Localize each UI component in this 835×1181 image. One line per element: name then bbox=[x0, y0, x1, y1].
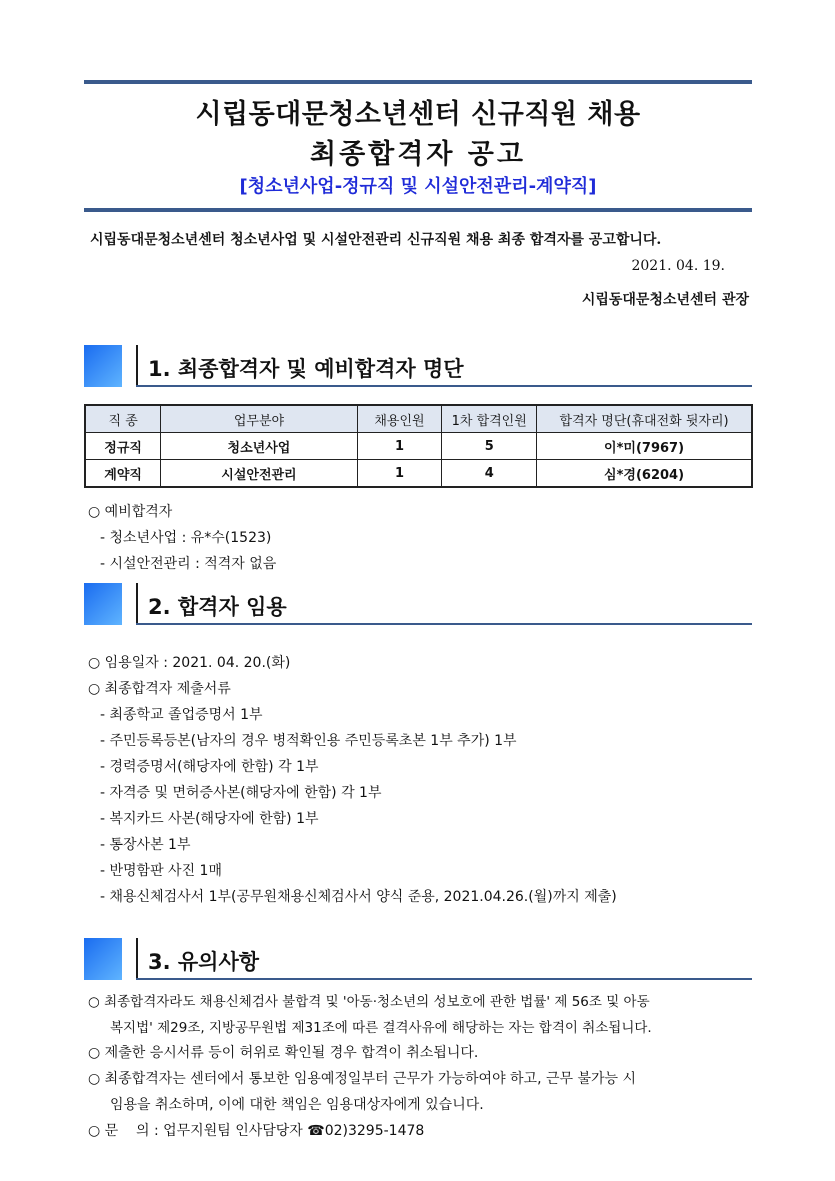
notice-item: ○ 최종합격자라도 채용신체검사 불합격 및 '아동·청소년의 성보호에 관한 법률' 제 56조 및 아동 bbox=[88, 994, 650, 1010]
section1-title: 1. 최종합격자 및 예비합격자 명단 bbox=[148, 357, 464, 381]
reserve-title: ○ 예비합격자 bbox=[88, 504, 173, 520]
page-subtitle: [청소년사업-정규직 및 시설안전관리-계약직] bbox=[239, 176, 597, 197]
table-cell: 이*미(7967) bbox=[537, 433, 752, 460]
section-marker-block bbox=[84, 583, 122, 625]
document-item: - 주민등록등본(남자의 경우 병적확인용 주민등록초본 1부 추가) 1부 bbox=[100, 733, 517, 749]
documents-title: ○ 최종합격자 제출서류 bbox=[88, 681, 231, 697]
title-bottom-rule bbox=[84, 208, 752, 212]
notice-item: ○ 최종합격자는 센터에서 통보한 임용예정일부터 근무가 가능하여야 하고, 근무 불가능 시 bbox=[88, 1071, 637, 1087]
table-header: 직 종 bbox=[85, 405, 161, 433]
table-cell: 시설안전관리 bbox=[161, 460, 357, 488]
appointment-date: ○ 임용일자 : 2021. 04. 20.(화) bbox=[88, 655, 291, 671]
table-cell: 심*경(6204) bbox=[537, 460, 752, 488]
table-cell: 계약직 bbox=[85, 460, 161, 488]
section3-header bbox=[84, 938, 752, 980]
table-header: 업무분야 bbox=[161, 405, 357, 433]
reserve-item: - 청소년사업 : 유*수(1523) bbox=[100, 530, 272, 546]
table-cell: 5 bbox=[442, 433, 537, 460]
table-cell: 1 bbox=[357, 433, 442, 460]
announcement-date: 2021. 04. 19. bbox=[631, 258, 725, 274]
table-cell: 4 bbox=[442, 460, 537, 488]
notice-item-continued: 임용을 취소하며, 이에 대한 책임은 임용대상자에게 있습니다. bbox=[110, 1097, 484, 1113]
table-cell: 정규직 bbox=[85, 433, 161, 460]
table-cell: 청소년사업 bbox=[161, 433, 357, 460]
section-underline bbox=[136, 623, 752, 625]
result-table bbox=[84, 404, 753, 488]
document-item: - 자격증 및 면허증사본(해당자에 한함) 각 1부 bbox=[100, 785, 382, 801]
page-title-line2: 최종합격자 공고 bbox=[310, 139, 526, 170]
section3-title: 3. 유의사항 bbox=[148, 950, 260, 974]
table-header: 채용인원 bbox=[357, 405, 442, 433]
section-divider bbox=[136, 345, 138, 387]
document-item: - 채용신체검사서 1부(공무원채용신체검사서 양식 준용, 2021.04.26.(월)까지 제출) bbox=[100, 889, 617, 905]
document-item: - 통장사본 1부 bbox=[100, 837, 191, 853]
table-header-row bbox=[85, 405, 752, 433]
page-title-line1: 시립동대문청소년센터 신규직원 채용 bbox=[195, 99, 641, 130]
section2-header bbox=[84, 583, 752, 625]
reserve-item: - 시설안전관리 : 적격자 없음 bbox=[100, 556, 277, 572]
document-item: - 반명함판 사진 1매 bbox=[100, 863, 222, 879]
table-header: 1차 합격인원 bbox=[442, 405, 537, 433]
document-item: - 최종학교 졸업증명서 1부 bbox=[100, 707, 263, 723]
document-item: - 복지카드 사본(해당자에 한함) 1부 bbox=[100, 811, 319, 827]
section1-header bbox=[84, 345, 752, 387]
notice-item-continued: 복지법' 제29조, 지방공무원법 제31조에 따른 결격사유에 해당하는 자는 합격이 취소됩니다. bbox=[110, 1020, 652, 1036]
section2-title: 2. 합격자 임용 bbox=[148, 595, 287, 619]
table-cell: 1 bbox=[357, 460, 442, 488]
notice-item: ○ 제출한 응시서류 등이 허위로 확인될 경우 합격이 취소됩니다. bbox=[88, 1045, 479, 1061]
section-underline bbox=[136, 385, 752, 387]
top-rule bbox=[84, 80, 752, 84]
section-divider bbox=[136, 938, 138, 980]
table-header: 합격자 명단(휴대전화 뒷자리) bbox=[537, 405, 752, 433]
section-marker-block bbox=[84, 938, 122, 980]
section-underline bbox=[136, 978, 752, 980]
section-marker-block bbox=[84, 345, 122, 387]
intro-text: 시립동대문청소년센터 청소년사업 및 시설안전관리 신규직원 채용 최종 합격자를 공고합니다. bbox=[90, 232, 662, 248]
contact-info: ○ 문 의 : 업무지원팀 인사담당자 ☎02)3295-1478 bbox=[88, 1123, 425, 1139]
table-row bbox=[85, 433, 752, 460]
table-row bbox=[85, 460, 752, 488]
section-divider bbox=[136, 583, 138, 625]
signature: 시립동대문청소년센터 관장 bbox=[581, 292, 749, 308]
document-item: - 경력증명서(해당자에 한함) 각 1부 bbox=[100, 759, 319, 775]
